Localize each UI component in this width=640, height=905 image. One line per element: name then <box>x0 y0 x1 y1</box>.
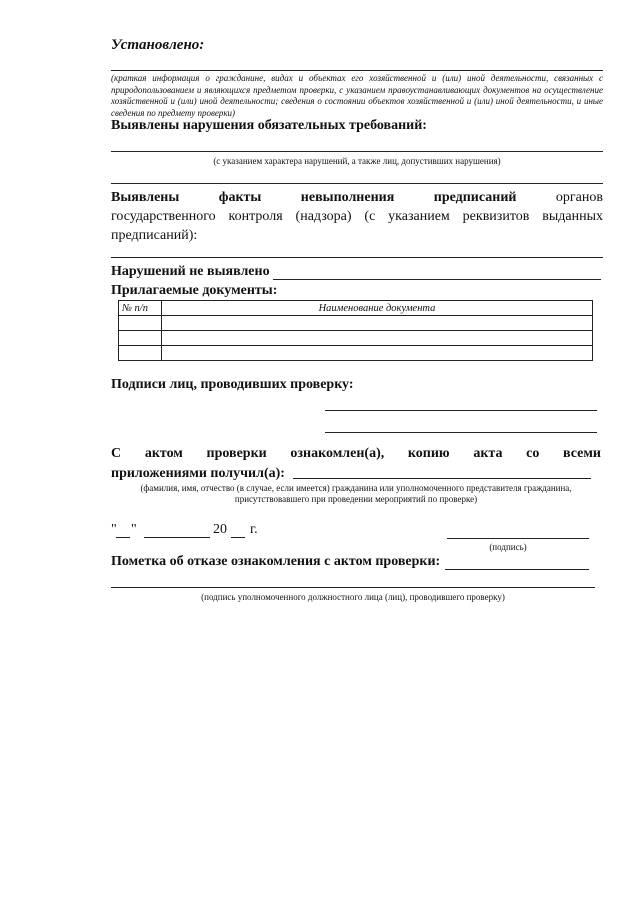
refusal-line-2[interactable] <box>111 587 595 588</box>
prescriptions-line-1 <box>111 188 603 207</box>
prescriptions-block <box>111 188 603 245</box>
table-row[interactable] <box>119 331 593 346</box>
refusal-caption: (подпись уполномоченного должностного лица (лиц), проводившего проверку) <box>201 592 505 602</box>
signature-caption: (подпись) <box>489 542 527 552</box>
familiarized-word-2: актом <box>144 446 183 461</box>
violations-caption: (с указанием характера нарушений, а также лиц, допустивших нарушения) <box>213 156 501 166</box>
familiarized-word-4: ознакомлен(а), <box>290 446 385 461</box>
familiarized-word-1: С <box>111 446 122 461</box>
date-year-prefix: 20 <box>213 522 227 537</box>
violations-line-2[interactable] <box>111 183 603 184</box>
table-cell[interactable] <box>119 331 162 346</box>
table-cell[interactable] <box>162 331 593 346</box>
established-line[interactable] <box>111 70 603 71</box>
signature-field-line[interactable] <box>447 538 589 539</box>
signature-line-1[interactable] <box>325 410 597 411</box>
prescriptions-word-3: невыполнения <box>300 190 395 205</box>
no-violations-label: Нарушений не выявлено <box>111 264 270 279</box>
documents-heading: Прилагаемые документы: <box>111 283 278 298</box>
table-cell[interactable] <box>119 346 162 361</box>
table-row[interactable] <box>119 316 593 331</box>
established-label: Установлено: <box>111 37 205 53</box>
table-row <box>119 301 593 316</box>
date-year-suffix: г. <box>250 522 258 537</box>
prescriptions-line[interactable] <box>111 257 603 258</box>
signature-line-2[interactable] <box>325 432 597 433</box>
refusal-line-1[interactable] <box>445 569 589 570</box>
signatures-heading: Подписи лиц, проводивших проверку: <box>111 377 354 392</box>
violations-line-1[interactable] <box>111 151 603 152</box>
date-quote-open: " <box>111 522 117 537</box>
table-cell[interactable] <box>162 346 593 361</box>
table-cell[interactable] <box>162 316 593 331</box>
date-year-line[interactable] <box>231 537 245 538</box>
familiarized-name-line[interactable] <box>293 478 591 479</box>
no-violations-line[interactable] <box>273 279 601 280</box>
col-num-header: № п/п <box>119 301 162 316</box>
familiarized-word-8: всеми <box>563 446 601 461</box>
familiarized-line-2: приложениями получил(а): <box>111 466 285 481</box>
date-day-line[interactable] <box>116 537 130 538</box>
table-cell[interactable] <box>119 316 162 331</box>
table-row[interactable] <box>119 346 593 361</box>
familiarized-word-3: проверки <box>206 446 267 461</box>
violations-heading: Выявлены нарушения обязательных требований: <box>111 118 427 133</box>
prescriptions-word-5: органов <box>555 190 603 205</box>
documents-table <box>118 300 593 361</box>
familiarized-word-6: акта <box>473 446 503 461</box>
familiarized-word-7: со <box>526 446 540 461</box>
familiarized-caption-1: (фамилия, имя, отчество (в случае, если имеется) гражданина или уполномоченного представителя гражданина, <box>140 483 572 493</box>
prescriptions-word-2: факты <box>218 190 262 205</box>
familiarized-word-5: копию <box>407 446 450 461</box>
familiarized-line-1 <box>111 444 601 464</box>
date-month-line[interactable] <box>144 537 210 538</box>
prescriptions-rest: государственного контроля (надзора) (с указанием реквизитов выданных предписаний): <box>111 209 603 243</box>
refusal-heading: Пометка об отказе ознакомления с актом проверки: <box>111 554 441 569</box>
prescriptions-word-1: Выявлены <box>111 190 180 205</box>
familiarized-caption-2: присутствовавшего при проведении мероприятий по проверке) <box>234 494 478 504</box>
date-quote-close: " <box>131 522 137 537</box>
date-field <box>111 522 311 542</box>
col-name-header: Наименование документа <box>162 301 593 316</box>
established-note: (краткая информация о гражданине, видах и объектах его хозяйственной и (или) иной деятельности, связанных с природопользованием и являющихся предметом проверки, с указанием правоустанавливающих документов на осуществление хозяйственной и (или) иной деятельности; сведения о состоянии объектов хозяйственной и (или) иной деятельности, и иные сведения по предмету проверки) <box>111 73 603 118</box>
prescriptions-word-4: предписаний <box>433 190 517 205</box>
